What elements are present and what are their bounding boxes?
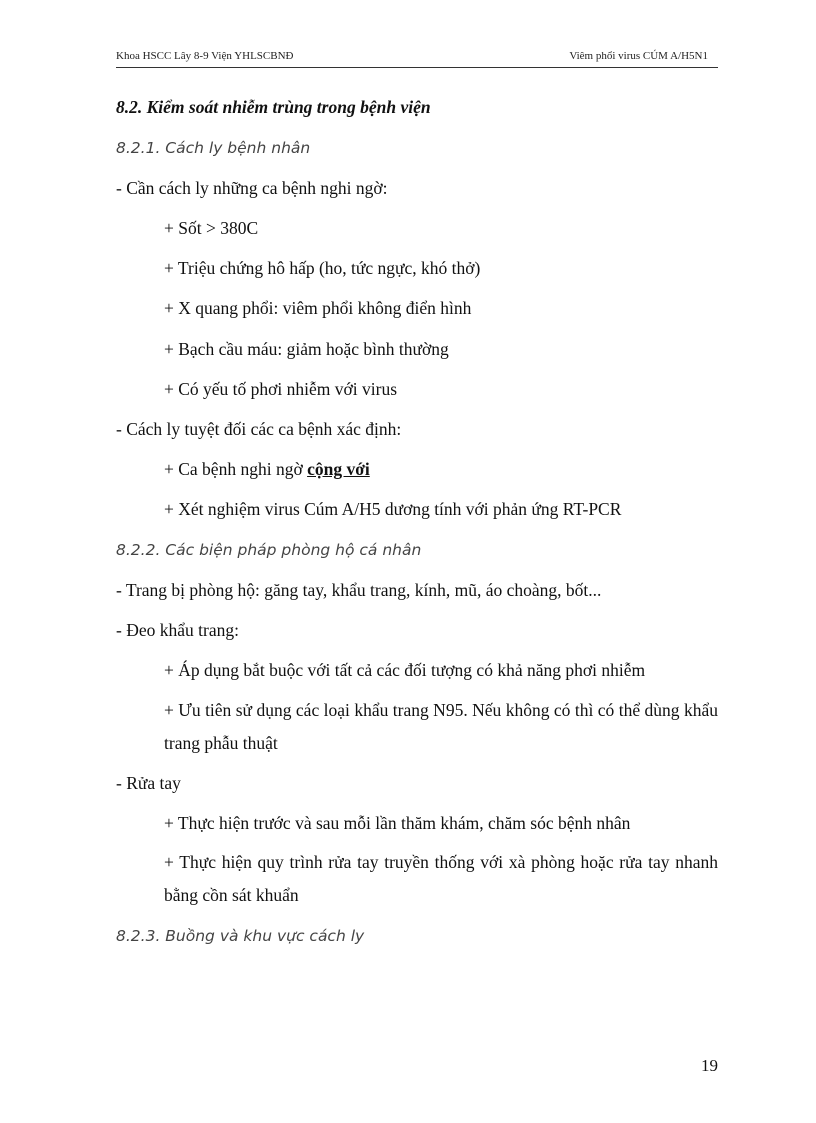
suspect-item: + Có yếu tố phơi nhiễm với virus bbox=[164, 379, 398, 399]
confirmed-heading: - Cách ly tuyệt đối các ca bệnh xác định: bbox=[116, 419, 402, 439]
hand-item-1: + Thực hiện trước và sau mỗi lần thăm khám, chăm sóc bệnh nhân bbox=[164, 813, 631, 833]
suspect-item: + Sốt > 380C bbox=[164, 218, 259, 238]
confirmed-item-2: + Xét nghiệm virus Cúm A/H5 dương tính với phản ứng RT-PCR bbox=[164, 499, 622, 519]
hand-heading: - Rửa tay bbox=[116, 773, 181, 793]
header-left: Khoa HSCC Lây 8-9 Viện YHLSCBNĐ bbox=[116, 50, 294, 62]
confirmed-item-1 bbox=[164, 459, 370, 479]
mask-item-2: + Ưu tiên sử dụng các loại khẩu trang N95. Nếu không có thì có thể dùng khẩu trang phẫu thuật bbox=[164, 700, 718, 753]
suspect-item: + Bạch cầu máu: giảm hoặc bình thường bbox=[164, 339, 449, 359]
confirmed-item-1-prefix: + Ca bệnh nghi ngờ bbox=[164, 459, 308, 479]
subsection-title-2: 8.2.2. Các biện pháp phòng hộ cá nhân bbox=[116, 541, 422, 559]
confirmed-item-1-emphasis: cộng với bbox=[307, 459, 370, 479]
section-title: 8.2. Kiểm soát nhiễm trùng trong bệnh viện bbox=[116, 97, 431, 117]
suspect-item: + X quang phổi: viêm phổi không điển hình bbox=[164, 298, 472, 318]
mask-item-1: + Áp dụng bắt buộc với tất cả các đối tượng có khả năng phơi nhiễm bbox=[164, 660, 646, 680]
mask-heading: - Đeo khẩu trang: bbox=[116, 620, 239, 640]
subsection-title-3: 8.2.3. Buồng và khu vực cách ly bbox=[116, 927, 365, 945]
page-number: 19 bbox=[701, 1056, 718, 1075]
hand-item-2: + Thực hiện quy trình rửa tay truyền thống với xà phòng hoặc rửa tay nhanh bằng cồn sát khuẩn bbox=[164, 852, 718, 905]
subsection-title-1: 8.2.1. Cách ly bệnh nhân bbox=[116, 139, 311, 157]
equipment-line: - Trang bị phòng hộ: găng tay, khẩu trang, kính, mũ, áo choàng, bốt... bbox=[116, 580, 602, 600]
suspect-item: + Triệu chứng hô hấp (ho, tức ngực, khó thở) bbox=[164, 258, 481, 278]
header-rule bbox=[116, 67, 718, 68]
suspect-heading: - Cần cách ly những ca bệnh nghi ngờ: bbox=[116, 178, 388, 198]
header-right: Viêm phổi virus CÚM A/H5N1 bbox=[569, 50, 708, 62]
